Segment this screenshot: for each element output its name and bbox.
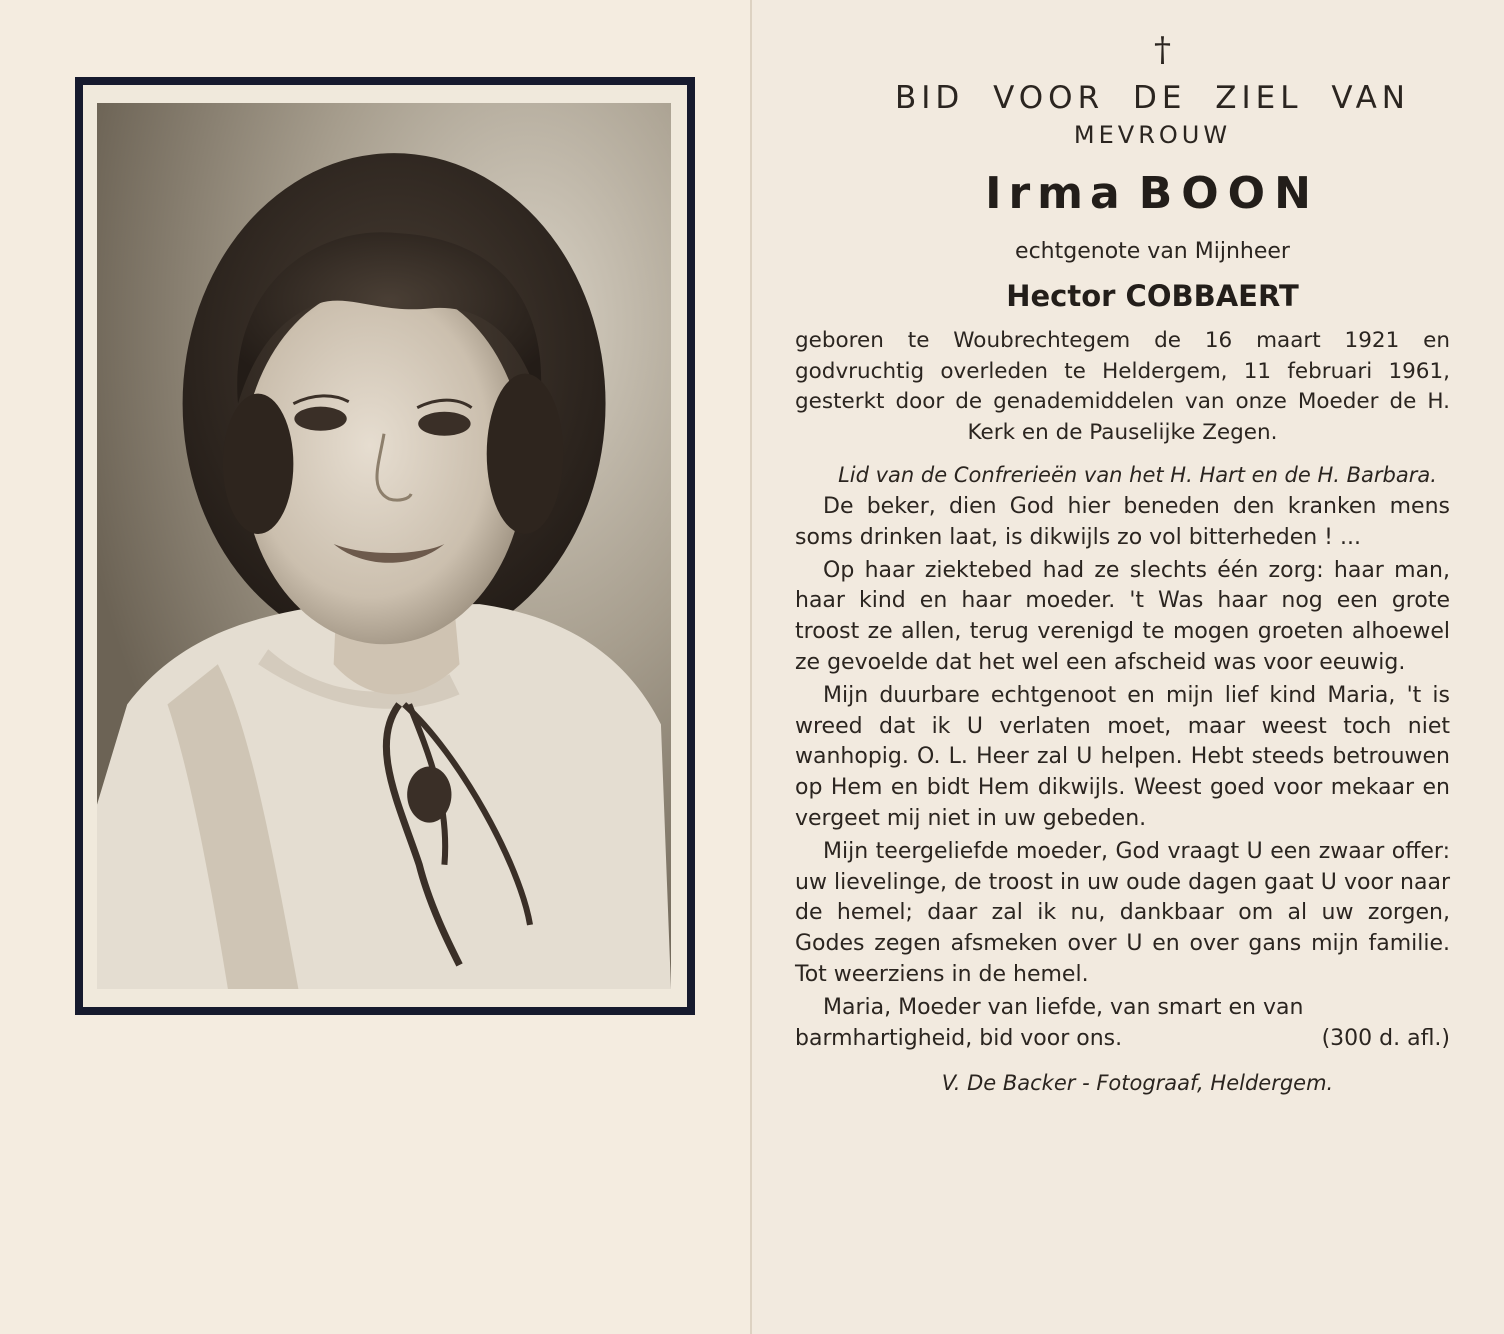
paragraph: Mijn teergeliefde moeder, God vraagt U een zwaar offer: uw lievelinge, de troost in uw oude dagen gaat U voor naar de hemel; daar zal ik nu, dankbaar om al uw zorgen, Godes zegen afsmeken over U en over gans mijn familie. Tot weerziens in de hemel. xyxy=(795,838,1450,987)
paragraph: Mijn duurbare echtgenoot en mijn lief kind Maria, 't is wreed dat ik U verlaten moet, maar weest toch niet wanhopig. O. L. Heer zal U helpen. Hebt steeds betrouwen op Hem en bidt Hem dikwijls. Weest goed voor mekaar en vergeet mij niet in uw gebeden. xyxy=(795,682,1450,831)
deceased-last-name: BOON xyxy=(1138,168,1320,219)
paragraph: Op haar ziektebed had ze slechts één zorg: haar man, haar kind en haar moeder. 't Was haar nog een grote troost ze allen, terug verenigd te mogen groeten alhoewel ze gevoelde dat het wel een afscheid was voor eeuwig. xyxy=(795,557,1450,675)
indulgence-note: (300 d. afl.) xyxy=(1321,1025,1450,1051)
closing-prayer: Maria, Moeder van liefde, van smart en van xyxy=(823,994,1304,1020)
memorial-text xyxy=(795,30,1450,1098)
membership-text: Lid van de Confrerieën van het H. Hart en de H. Barbara. xyxy=(838,463,1437,487)
heading-title: MEVROUW xyxy=(1073,121,1232,149)
spouse-name: Hector COBBAERT xyxy=(1006,279,1299,313)
photo-frame xyxy=(75,77,695,1015)
cross-symbol: † xyxy=(1154,30,1171,70)
deceased-name xyxy=(855,168,1450,220)
paragraph: De beker, dien God hier beneden den kranken mens soms drinken laat, is dikwijls zo vol bitterheden ! ... xyxy=(795,494,1450,550)
portrait-photo xyxy=(97,103,671,989)
spouse-intro: echtgenote van Mijnheer xyxy=(1015,239,1290,264)
birth-death-text: geboren te Woubrechtegem de 16 maart 1921 en godvruchtig overleden te Heldergem, 11 februari 1961, gesterkt door de genademiddelen van onze Moeder de H. Kerk en de Pauselijke Zegen. xyxy=(795,328,1450,445)
heading-pray-for-soul: BID VOOR DE ZIEL VAN xyxy=(894,80,1410,116)
photo-mat xyxy=(83,85,687,1007)
portrait-illustration xyxy=(97,103,671,989)
deceased-first-name: Irma xyxy=(985,168,1127,219)
closing-prayer-end: barmhartigheid, bid voor ons. xyxy=(795,1025,1123,1051)
photographer-credit: V. De Backer - Fotograaf, Heldergem. xyxy=(941,1071,1334,1096)
closing-prayer-line xyxy=(795,1024,1450,1055)
